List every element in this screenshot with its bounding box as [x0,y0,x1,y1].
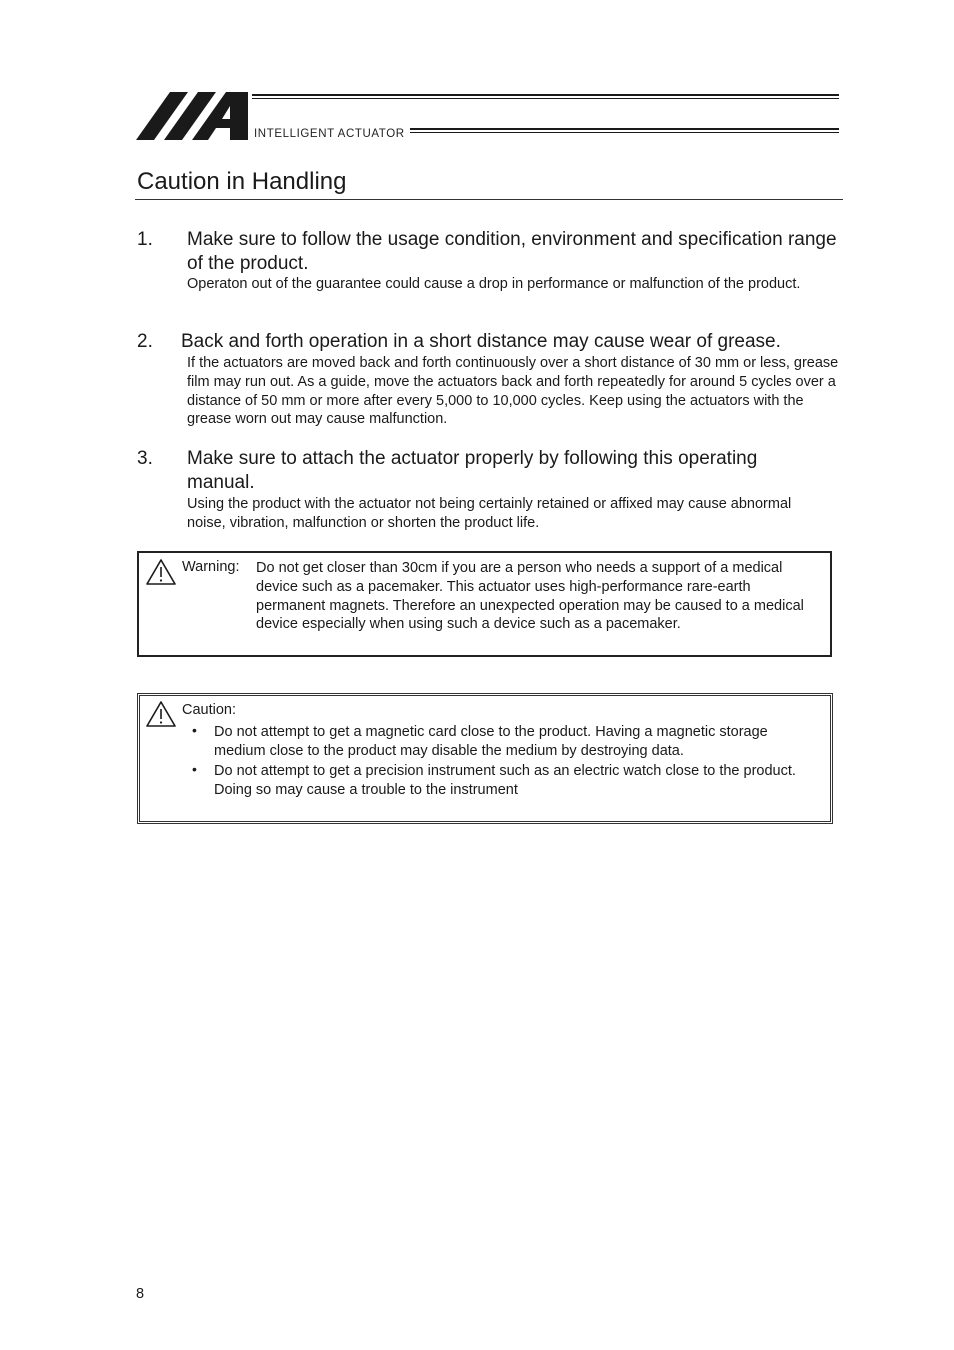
header-rule-bottom-1 [410,128,839,130]
caution-bullet: Do not attempt to get a magnetic card close to the product. Having a magnetic storage medium close to the product may disable the medium by destroying data. [214,724,768,759]
item-body: Using the product with the actuator not being certainly retained or affixed may cause abnormal noise, vibration, malfunction or shorten the product life. [187,496,792,531]
page-number: 8 [136,1286,145,1302]
item-number: 2. [137,331,153,352]
item-body: If the actuators are moved back and forth continuously over a short distance of 30 mm or less, grease film may run out. As a guide, move the actuators back and forth repeatedly for around 5 cycles over a distance of 50 mm or more after every 5,000 to 10,000 cycles. Keep using the actuators with the grease worn out may cause malfunction. [187,355,839,428]
warning-triangle-icon [145,558,177,586]
item-number: 1. [137,229,153,250]
title-underline [135,199,843,200]
item-heading: Make sure to attach the actuator properly by following this operating manual. [187,448,758,493]
item-body: Operaton out of the guarantee could cause a drop in performance or malfunction of the product. [187,276,801,292]
item-heading: Back and forth operation in a short distance may cause wear of grease. [181,331,781,352]
caution-box [137,693,833,824]
warning-triangle-icon [145,700,177,728]
iai-logo [136,92,250,140]
item-number: 3. [137,448,153,469]
caution-bullet: Do not attempt to get a precision instrument such as an electric watch close to the product. Doing so may cause a trouble to the instrument [214,763,796,798]
warning-text: Do not get closer than 30cm if you are a person who needs a support of a medical device such as a pacemaker. This actuator uses high-performance rare-earth permanent magnets. Therefore an unexpected operation may be caused to a medical device especially when using such a device such as a pacemaker. [256,560,804,633]
warning-box [137,551,832,657]
caution-label: Caution: [182,702,237,718]
header-rule-top-2 [252,98,839,99]
warning-label: Warning: [182,559,240,575]
item-heading: Make sure to follow the usage condition, environment and specification range of the product. [187,229,837,274]
bullet-icon: • [192,761,197,777]
header-rule-top-1 [252,94,839,96]
page-title: Caution in Handling [137,168,347,195]
brand-text: INTELLIGENT ACTUATOR [254,128,405,140]
header-rule-bottom-2 [410,132,839,133]
bullet-icon: • [192,722,197,738]
